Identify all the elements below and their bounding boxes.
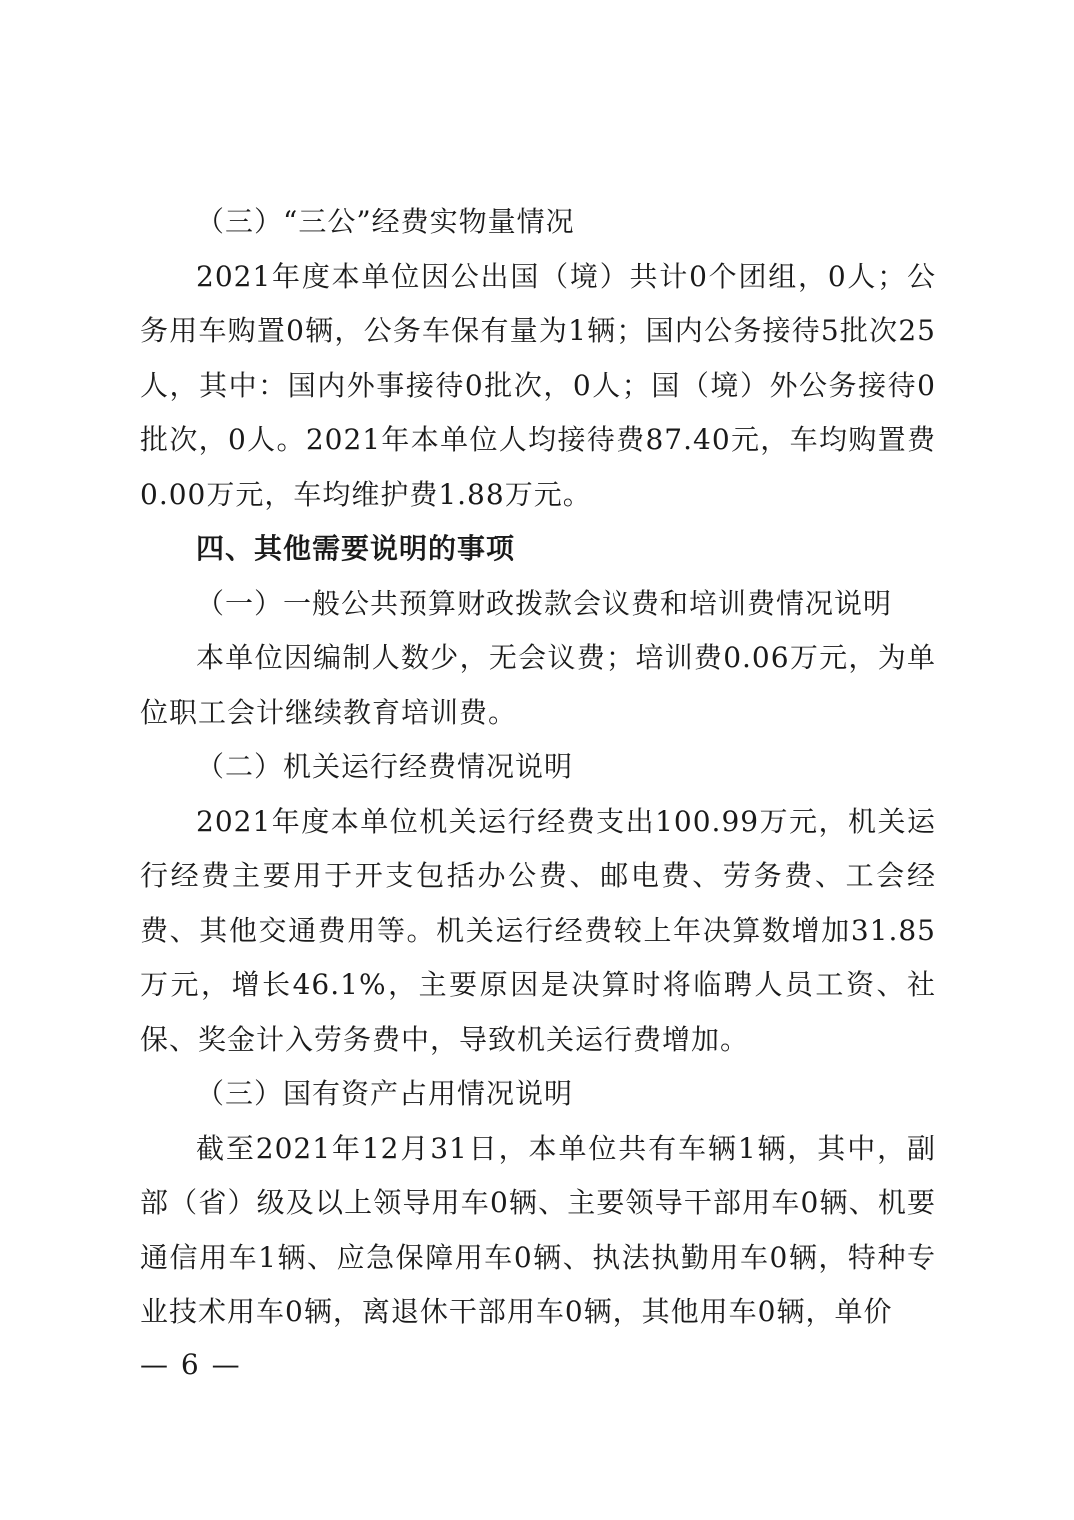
section-heading-sangong: （三）“三公”经费实物量情况 (196, 205, 575, 238)
paragraph-sangong: 2021年度本单位因公出国（境）共计0个团组，0人；公务用车购置0辆，公务车保有量为1辆；国内公务接待5批次25人，其中：国内外事接待0批次，0人；国（境）外公务接待0批次，0人。2021年本单位人均接待费87.40元，车均购置费0.00万元，车均维护费1.88万元。 (140, 259, 936, 511)
section-heading-meeting-training: （一）一般公共预算财政拨款会议费和培训费情况说明 (196, 586, 893, 620)
section-title-other-matters: 四、其他需要说明的事项 (196, 532, 516, 565)
paragraph-operating-funds: 2021年度本单位机关运行经费支出100.99万元，机关运行经费主要用于开支包括办公费、邮电费、劳务费、工会经费、其他交通费用等。机关运行经费较上年决算数增加31.85万元，增长46.1%，主要原因是决算时将临聘人员工资、社保、奖金计入劳务费中，导致机关运行费增加。 (140, 804, 936, 1056)
paragraph-meeting-training: 本单位因编制人数少，无会议费；培训费0.06万元，为单位职工会计继续教育培训费。 (140, 641, 936, 729)
section-heading-state-assets: （三）国有资产占用情况说明 (196, 1077, 574, 1110)
document-body (140, 195, 936, 1340)
paragraph-state-assets: 截至2021年12月31日，本单位共有车辆1辆，其中，副部（省）级及以上领导用车0辆、主要领导干部用车0辆、机要通信用车1辆、应急保障用车0辆、执法执勤用车0辆，特种专业技术用车0辆，离退休干部用车0辆，其他用车0辆，单价 (140, 1131, 936, 1328)
section-heading-operating-funds: （二）机关运行经费情况说明 (196, 750, 574, 783)
page-number: — 6 — (140, 1348, 242, 1381)
